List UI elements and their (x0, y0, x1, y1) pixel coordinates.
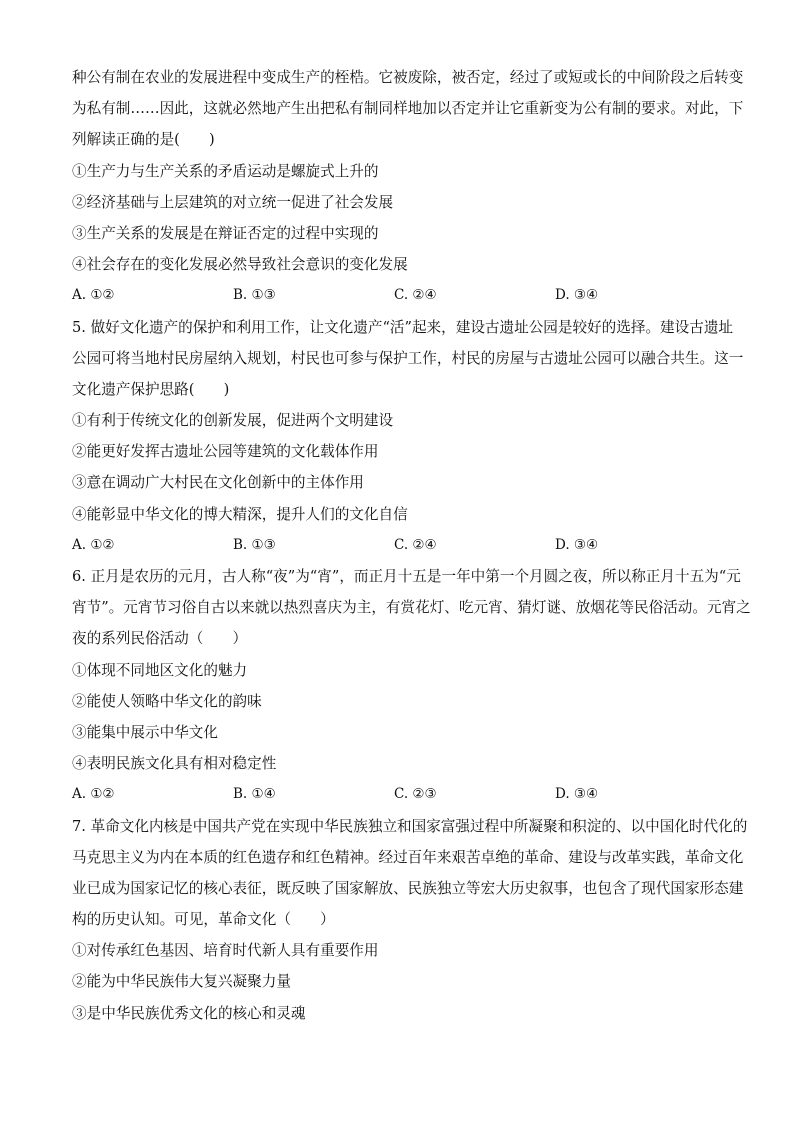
option-d[interactable]: D. ③④ (555, 786, 599, 803)
option-c[interactable]: C. ②④ (394, 536, 437, 553)
statement-1: ①对传承红色基因、培育时代新人具有重要作用 (72, 942, 379, 960)
statement-1: ①有利于传统文化的创新发展，促进两个文明建设 (72, 412, 394, 430)
statement-1: ①体现不同地区文化的魅力 (72, 661, 248, 679)
option-b[interactable]: B. ①④ (233, 786, 276, 803)
option-a[interactable]: A. ①② (72, 287, 115, 304)
exam-page (72, 62, 751, 1029)
statement-2: ②经济基础与上层建筑的对立统一促进了社会发展 (72, 193, 394, 211)
statement-3: ③意在调动广大村民在文化创新中的主体作用 (72, 474, 364, 492)
question-stem-line: 5. 做好文化遗产的保护和利用工作，让文化遗产“活”起来，建设古遗址公园是较好的选择。建设古遗址 (72, 318, 734, 336)
question-stem-line: 马克思主义为内在本质的红色遗存和红色精神。经过百年来艰苦卓绝的革命、建设与改革实践，革命文化 (72, 848, 744, 866)
option-b[interactable]: B. ①③ (233, 287, 276, 304)
question-stem-line: 7. 革命文化内核是中国共产党在实现中华民族独立和国家富强过程中所凝聚和积淀的、以中国化时代化的 (72, 817, 748, 835)
statement-3: ③能集中展示中华文化 (72, 723, 218, 741)
statement-1: ①生产力与生产关系的矛盾运动是螺旋式上升的 (72, 162, 379, 180)
statement-2: ②能使人领略中华文化的韵味 (72, 692, 262, 710)
statement-3: ③生产关系的发展是在辩证否定的过程中实现的 (72, 224, 379, 242)
question-stem-line: 为私有制……因此，这就必然地产生出把私有制同样地加以否定并让它重新变为公有制的要求。对此，下 (72, 100, 744, 118)
question-stem-line: 文化遗产保护思路( ) (72, 380, 230, 398)
option-a[interactable]: A. ①② (72, 786, 115, 803)
option-d[interactable]: D. ③④ (555, 536, 599, 553)
question-stem-line: 公园可将当地村民房屋纳入规划，村民也可参与保护工作，村民的房屋与古遗址公园可以融合共生。这一 (72, 349, 744, 367)
answer-options (72, 280, 724, 311)
question-stem-line: 列解读正确的是( ) (72, 131, 215, 149)
question-5 (72, 312, 744, 562)
statement-4: ④社会存在的变化发展必然导致社会意识的变化发展 (72, 256, 408, 274)
option-a[interactable]: A. ①② (72, 536, 115, 553)
statement-3: ③是中华民族优秀文化的核心和灵魂 (72, 1004, 306, 1022)
statement-2: ②能为中华民族伟大复兴凝聚力量 (72, 973, 291, 991)
question-stem-line: 宵节”。元宵节习俗自古以来就以热烈喜庆为主，有赏花灯、吃元宵、猜灯谜、放烟花等民俗活动。元宵之 (72, 599, 751, 617)
option-c[interactable]: C. ②④ (394, 287, 437, 304)
question-7 (72, 811, 748, 1029)
statement-4: ④能彰显中华文化的博大精深，提升人们的文化自信 (72, 505, 408, 523)
statement-4: ④表明民族文化具有相对稳定性 (72, 755, 277, 773)
answer-options (72, 530, 724, 561)
option-d[interactable]: D. ③④ (555, 287, 599, 304)
question-stem-line: 6. 正月是农历的元月，古人称“夜”为“宵”，而正月十五是一年中第一个月圆之夜，所以称正月十五为“元 (72, 568, 741, 585)
statement-2: ②能更好发挥古遗址公园等建筑的文化载体作用 (72, 443, 379, 461)
question-stem-line: 业已成为国家记忆的核心表征，既反映了国家解放、民族独立等宏大历史叙事，也包含了现代国家形态建 (72, 879, 744, 897)
answer-options (72, 779, 724, 810)
question-stem-line: 构的历史认知。可见，革命文化（ ） (72, 911, 335, 929)
question-6 (72, 561, 751, 811)
option-b[interactable]: B. ①③ (233, 536, 276, 553)
option-c[interactable]: C. ②③ (394, 786, 437, 803)
question-stem-line: 种公有制在农业的发展进程中变成生产的桎梏。它被废除，被否定，经过了或短或长的中间阶段之后转变 (72, 69, 744, 86)
question-4 (72, 62, 744, 312)
question-stem-line: 夜的系列民俗活动（ ） (72, 630, 248, 648)
